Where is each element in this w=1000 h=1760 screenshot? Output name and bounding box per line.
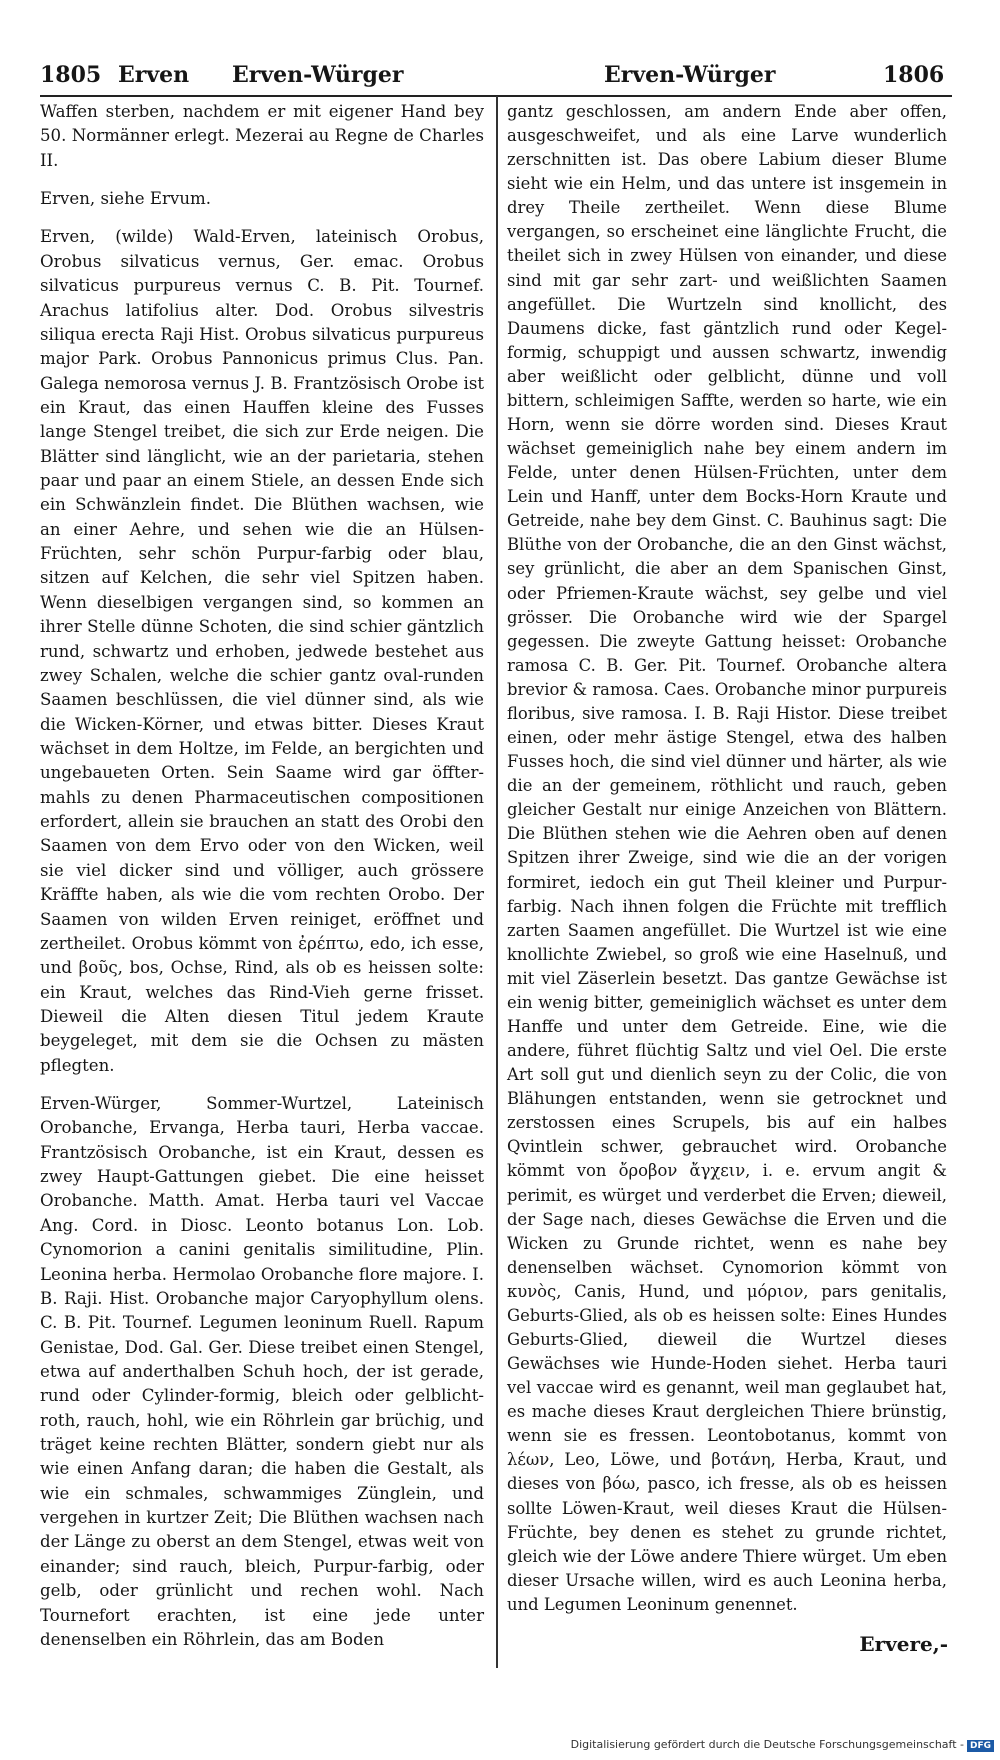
- paragraph: Erven, (wilde) Wald-Erven, lateinisch Orobus, Orobus silvaticus vernus, Ger. emac. Orobus silvaticus purpureus vernus C. B. Pit. Tournef. Arachus latifolius alter. Dod. Orobus silvestris siliqua erecta Raji Hist. Orobus silvaticus purpureus major Park. Orobus Pannonicus primus Clus. Pan. Galega nemorosa vernus J. B. Frantzösisch Orobe ist ein Kraut, das einen Hauffen kleine des Fusses lange Stengel treibet, die sich zur Erde neigen. Die Blätter sind länglicht, wie an der parietaria, stehen paar und paar an einem Stiele, an dessen Ende sich ein Schwänzlein findet. Die Blüthen wachsen, wie an einer Aehre, und sehen wie die an Hülsen-Früchten, sehr schön Purpur-farbig oder blau, sitzen auf Kelchen, die sehr viel Spitzen haben. Wenn dieselbigen vergangen sind, so kommen an ihrer Stelle dünne Schoten, die sind schier gäntzlich rund, schwartz und erhoben, jedwede bestehet aus zwey Schalen, welche die schier gantz oval-runden Saamen beschlüssen, die viel dünner sind, als wie die Wicken-Körner, und etwas bitter. Dieses Kraut wächset in dem Holtze, im Felde, an bergichten und ungebaueten Orten. Sein Saame wird gar öffter-mahls zu denen Pharmaceutischen compositionen erfordert, allein sie brauchen an statt des Orobi den Saamen von dem Ervo oder von den Wicken, weil sie viel dicker sind und völliger, auch grössere Kräffte haben, als wie die vom rechten Orobo. Der Saamen von wilden Erven reiniget, eröffnet und zertheilet. Orobus kömmt von ἐρέπτω, edo, ich esse, und βοῦς, bos, Ochse, Rind, als ob es heissen solte: ein Kraut, welches das Rind-Vieh gerne frisset. Dieweil die Alten diesen Titul jedem Kraute beygeleget, mit dem sie die Ochsen zu mästen pflegten.: [40, 227, 484, 1075]
- paragraph: Erven-Würger, Sommer-Wurtzel, Lateinisch Orobanche, Ervanga, Herba tauri, Herba vaccae. Frantzösisch Orobanche, ist ein Kraut, dessen es zwey Haupt-Gattungen giebet. Die eine heisset Orobanche. Matth. Amat. Herba tauri vel Vaccae Ang. Cord. in Diosc. Leonto botanus Lon. Lob. Cynomorion a canini genitalis similitudine, Plin. Leonina herba. Hermolao Orobanche flore majore. I. B. Raji. Hist. Orobanche major Caryophyllum olens. C. B. Pit. Tournef. Legumen leoninum Ruell. Rapum Genistae, Dod. Gal. Ger. Diese treibet einen Stengel, etwa auf anderthalben Schuh hoch, der ist gerade, rund oder Cylinder-formig, bleich oder gelblicht-roth, rauch, hohl, wie ein Röhrlein gar brüchig, und träget keine rechten Blätter, sondern giebt nur als wie einen Anfang daran; die haben die Gestalt, als wie ein schmales, schwammiges Zünglein, und vergehen in kurtzer Zeit; Die Blüthen wachsen nach der Länge zu oberst an dem Stengel, etwas weit von einander; sind rauch, bleich, Purpur-farbig, oder gelb, oder grünlicht und rechen wohl. Nach Tournefort erachten, ist eine jede unter denenselben ein Röhrlein, das am Boden: [40, 1094, 484, 1649]
- column-divider: [496, 96, 498, 1668]
- right-column: [507, 100, 947, 1617]
- footer-text: Digitalisierung gefördert durch die Deutsche Forschungsgemeinschaft -: [570, 1738, 964, 1751]
- page-number-right: 1806: [883, 62, 945, 88]
- paragraph: gantz geschlossen, am andern Ende aber offen, ausgeschweifet, und als eine Larve wunderlich zerschnitten ist. Das obere Labium dieser Blume sieht wie ein Helm, und das untere ist insgemein in drey Theile zertheilet. Wenn diese Blume vergangen, so erscheinet eine länglichte Frucht, die theilet sich in zwey Hülsen von einander, und diese sind mit gar sehr zart- und weißlichten Saamen angefüllet. Die Wurtzeln sind knollicht, des Daumens dicke, fast gäntzlich rund oder Kegel-formig, schuppigt und aussen schwartz, inwendig aber weißlicht oder gelblicht, dünne und voll bittern, schleimigen Saffte, werden so harte, wie ein Horn, wenn sie dörre worden sind. Dieses Kraut wächset gemeiniglich nahe bey einem andern im Felde, unter denen Hülsen-Früchten, unter dem Lein und Hanff, unter dem Bocks-Horn Kraute und Getreide, nahe bey dem Ginst. C. Bauhinus sagt: Die Blüthe von der Orobanche, die an den Ginst wächst, sey grünlicht, die aber an dem Spanischen Ginst, oder Pfriemen-Kraute wächst, sey gelbe und viel grösser. Die Orobanche wird wie der Spargel gegessen. Die zweyte Gattung heisset: Orobanche ramosa C. B. Ger. Pit. Tournef. Orobanche altera brevior & ramosa. Caes. Orobanche minor purpureis floribus, sive ramosa. I. B. Raji Histor. Diese treibet einen, oder mehr ästige Stengel, etwa des halben Fusses hoch, die sind viel dünner und härter, als wie die an der gemeinem, röthlicht und rauch, geben gleicher Gestalt nur einige Anzeichen von Blättern. Die Blüthen stehen wie die Aehren oben auf denen Spitzen ihrer Zweige, sind wie die an der vorigen formiret, iedoch ein gut Theil kleiner und Purpur-farbig. Nach ihnen folgen die Früchte mit trefflich zarten Saamen angefüllet. Die Wurtzel ist wie eine knollichte Zwiebel, so groß wie eine Haselnuß, und mit viel Zäserlein besetzt. Das gantze Gewächse ist ein wenig bitter, gemeiniglich wächset es unter dem Hanffe und unter dem Getreide. Eine, wie die andere, führet flüchtig Saltz und viel Oel. Die erste Art soll gut und dienlich seyn zu der Colic, die von Blähungen entstanden, wenn sie getrocknet und zerstossen eines Scrupels, bis auf ein halbes Qvintlein schwer, gebrauchet wird. Orobanche kömmt von ὄροβον ἄγχειν, i. e. ervum angit & perimit, es würget und verderbet die Erven; dieweil, der Sage nach, dieses Gewächse die Erven und die Wicken zu Grunde richtet, wenn es nahe bey denenselben wächset. Cynomorion kömmt von κυνὸς, Canis, Hund, und μόριον, pars genitalis, Geburts-Glied, als ob es heissen solte: Eines Hundes Geburts-Glied, dieweil die Wurtzel dieses Gewächses wie Hunde-Hoden siehet. Herba tauri vel vaccae wird es genannt, weil man geglaubet hat, es mache dieses Kraut dergleichen Thiere brünstig, wenn sie es fressen. Leontobotanus, kommt von λέων, Leo, Löwe, und βοτάνη, Herba, Kraut, und dieses von βόω, pasco, ich fresse, als ob es heissen sollte Löwen-Kraut, weil dieses Kraut die Hülsen-Früchte, bey denen es stehet zu grunde richtet, gleich wie der Löwe andere Thiere würget. Um eben dieser Ursache willen, wird es auch Leonina herba, und Legumen Leoninum genennet.: [507, 102, 947, 1614]
- running-title-left: Erven-Würger: [232, 62, 404, 88]
- paragraph: Waffen sterben, nachdem er mit eigener Hand bey 50. Normänner erlegt. Mezerai au Regne de Charles II.: [40, 102, 484, 170]
- catchword: Ervere,-: [859, 1632, 948, 1656]
- digitization-footer: [571, 1738, 994, 1752]
- left-column: [40, 100, 484, 1652]
- paragraph: Erven, siehe Ervum.: [40, 189, 212, 209]
- page-number-left: 1805: [40, 62, 102, 88]
- running-title-right: Erven-Würger: [604, 62, 776, 88]
- dfg-badge: DFG: [967, 1740, 994, 1752]
- running-keyword-left: Erven: [118, 62, 190, 88]
